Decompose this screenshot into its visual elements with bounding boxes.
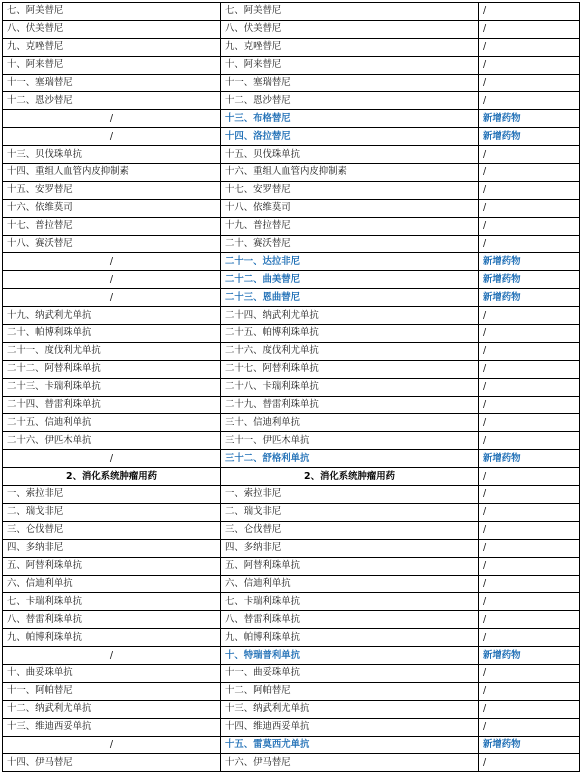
- old-version-cell: 九、克唑替尼: [3, 38, 221, 56]
- remark-cell: /: [479, 164, 580, 182]
- remark-cell: /: [479, 396, 580, 414]
- new-drug-row: [3, 450, 580, 468]
- old-version-cell: 十四、伊马替尼: [3, 754, 221, 772]
- old-version-cell: 十六、依维莫司: [3, 199, 221, 217]
- table-row: [3, 539, 580, 557]
- remark-cell: /: [479, 325, 580, 343]
- table-row: [3, 74, 580, 92]
- remark-cell: /: [479, 575, 580, 593]
- remark-cell: /: [479, 593, 580, 611]
- remark-cell: 新增药物: [479, 128, 580, 146]
- section-header-row: [3, 468, 580, 486]
- new-version-cell: 二十八、卡瑞利珠单抗: [221, 378, 479, 396]
- old-version-cell: 十一、塞瑞替尼: [3, 74, 221, 92]
- table-row: [3, 235, 580, 253]
- old-version-cell: 十八、赛沃替尼: [3, 235, 221, 253]
- remark-cell: /: [479, 56, 580, 74]
- old-version-cell: /: [3, 128, 221, 146]
- new-version-cell: 八、替雷利珠单抗: [221, 611, 479, 629]
- new-version-cell: 三、仑伐替尼: [221, 521, 479, 539]
- remark-cell: /: [479, 360, 580, 378]
- table-row: [3, 199, 580, 217]
- new-version-cell: 九、克唑替尼: [221, 38, 479, 56]
- remark-cell: 新增药物: [479, 647, 580, 665]
- new-version-cell: 十三、纳武利尤单抗: [221, 700, 479, 718]
- old-version-cell: 六、信迪利单抗: [3, 575, 221, 593]
- new-version-cell: 十一、塞瑞替尼: [221, 74, 479, 92]
- remark-cell: /: [479, 468, 580, 486]
- old-version-cell: 二、瑞戈非尼: [3, 503, 221, 521]
- old-version-cell: 十四、重组人血管内皮抑制素: [3, 164, 221, 182]
- remark-cell: /: [479, 503, 580, 521]
- table-row: [3, 486, 580, 504]
- new-version-cell: 四、多纳非尼: [221, 539, 479, 557]
- new-version-cell: 三十二、舒格利单抗: [221, 450, 479, 468]
- old-version-cell: 一、索拉非尼: [3, 486, 221, 504]
- old-version-cell: 十五、安罗替尼: [3, 181, 221, 199]
- remark-cell: /: [479, 718, 580, 736]
- new-version-cell: 二十二、曲美替尼: [221, 271, 479, 289]
- new-version-cell: 十一、曲妥珠单抗: [221, 664, 479, 682]
- table-row: [3, 38, 580, 56]
- old-version-cell: 十二、恩沙替尼: [3, 92, 221, 110]
- table-row: [3, 682, 580, 700]
- remark-cell: /: [479, 754, 580, 772]
- old-version-cell: 二十、帕博利珠单抗: [3, 325, 221, 343]
- old-version-cell: 二十一、度伐利尤单抗: [3, 342, 221, 360]
- old-version-cell: 八、伏美替尼: [3, 20, 221, 38]
- remark-cell: /: [479, 682, 580, 700]
- old-version-cell: 七、卡瑞利珠单抗: [3, 593, 221, 611]
- remark-cell: /: [479, 611, 580, 629]
- remark-cell: /: [479, 235, 580, 253]
- table-row: [3, 217, 580, 235]
- table-row: [3, 432, 580, 450]
- old-version-cell: 八、替雷利珠单抗: [3, 611, 221, 629]
- remark-cell: /: [479, 217, 580, 235]
- remark-cell: /: [479, 521, 580, 539]
- remark-cell: /: [479, 539, 580, 557]
- remark-cell: 新增药物: [479, 289, 580, 307]
- new-version-cell: 二十四、纳武利尤单抗: [221, 307, 479, 325]
- old-version-cell: 二十五、信迪利单抗: [3, 414, 221, 432]
- remark-cell: /: [479, 74, 580, 92]
- old-version-cell: /: [3, 110, 221, 128]
- new-version-cell: 十七、安罗替尼: [221, 181, 479, 199]
- table-row: [3, 611, 580, 629]
- new-version-cell: 十三、布格替尼: [221, 110, 479, 128]
- new-version-cell: 2、消化系统肿瘤用药: [221, 468, 479, 486]
- old-version-cell: 五、阿替利珠单抗: [3, 557, 221, 575]
- new-version-cell: 三十一、伊匹木单抗: [221, 432, 479, 450]
- old-version-cell: 九、帕博利珠单抗: [3, 629, 221, 647]
- new-drug-row: [3, 289, 580, 307]
- new-version-cell: 六、信迪利单抗: [221, 575, 479, 593]
- table-row: [3, 503, 580, 521]
- old-version-cell: 2、消化系统肿瘤用药: [3, 468, 221, 486]
- table-row: [3, 414, 580, 432]
- new-version-cell: 十、阿来替尼: [221, 56, 479, 74]
- table-row: [3, 557, 580, 575]
- remark-cell: 新增药物: [479, 110, 580, 128]
- new-version-cell: 五、阿替利珠单抗: [221, 557, 479, 575]
- remark-cell: /: [479, 307, 580, 325]
- table-row: [3, 164, 580, 182]
- old-version-cell: 十三、维迪西妥单抗: [3, 718, 221, 736]
- new-version-cell: 十二、阿帕替尼: [221, 682, 479, 700]
- new-version-cell: 二十五、帕博利珠单抗: [221, 325, 479, 343]
- new-version-cell: 十六、重组人血管内皮抑制素: [221, 164, 479, 182]
- table-row: [3, 325, 580, 343]
- new-version-cell: 十四、洛拉替尼: [221, 128, 479, 146]
- new-version-cell: 八、伏美替尼: [221, 20, 479, 38]
- old-version-cell: 十一、阿帕替尼: [3, 682, 221, 700]
- remark-cell: 新增药物: [479, 253, 580, 271]
- new-drug-row: [3, 128, 580, 146]
- new-version-cell: 二十一、达拉非尼: [221, 253, 479, 271]
- new-version-cell: 十八、依维莫司: [221, 199, 479, 217]
- remark-cell: /: [479, 38, 580, 56]
- new-version-cell: 十五、贝伐珠单抗: [221, 146, 479, 164]
- remark-cell: 新增药物: [479, 736, 580, 754]
- new-version-cell: 三十、信迪利单抗: [221, 414, 479, 432]
- new-drug-row: [3, 647, 580, 665]
- table-row: [3, 700, 580, 718]
- remark-cell: /: [479, 181, 580, 199]
- drug-comparison-table: [2, 2, 580, 772]
- new-version-cell: 十、特瑞普利单抗: [221, 647, 479, 665]
- table-row: [3, 664, 580, 682]
- table-row: [3, 307, 580, 325]
- new-version-cell: 十五、雷莫西尤单抗: [221, 736, 479, 754]
- remark-cell: /: [479, 557, 580, 575]
- remark-cell: /: [479, 414, 580, 432]
- table-row: [3, 20, 580, 38]
- old-version-cell: /: [3, 271, 221, 289]
- table-row: [3, 181, 580, 199]
- old-version-cell: 二十二、阿替利珠单抗: [3, 360, 221, 378]
- new-drug-row: [3, 736, 580, 754]
- table-row: [3, 342, 580, 360]
- old-version-cell: 十二、纳武利尤单抗: [3, 700, 221, 718]
- remark-cell: 新增药物: [479, 271, 580, 289]
- old-version-cell: 二十四、替雷利珠单抗: [3, 396, 221, 414]
- old-version-cell: 十七、普拉替尼: [3, 217, 221, 235]
- old-version-cell: 三、仑伐替尼: [3, 521, 221, 539]
- remark-cell: /: [479, 378, 580, 396]
- remark-cell: /: [479, 700, 580, 718]
- table-row: [3, 378, 580, 396]
- new-version-cell: 七、卡瑞利珠单抗: [221, 593, 479, 611]
- table-row: [3, 360, 580, 378]
- remark-cell: /: [479, 20, 580, 38]
- remark-cell: /: [479, 664, 580, 682]
- old-version-cell: 二十三、卡瑞利珠单抗: [3, 378, 221, 396]
- old-version-cell: 十三、贝伐珠单抗: [3, 146, 221, 164]
- new-version-cell: 九、帕博利珠单抗: [221, 629, 479, 647]
- remark-cell: /: [479, 199, 580, 217]
- new-version-cell: 十二、恩沙替尼: [221, 92, 479, 110]
- new-drug-row: [3, 110, 580, 128]
- old-version-cell: 七、阿美替尼: [3, 3, 221, 21]
- remark-cell: /: [479, 629, 580, 647]
- new-version-cell: 二、瑞戈非尼: [221, 503, 479, 521]
- table-row: [3, 521, 580, 539]
- old-version-cell: /: [3, 647, 221, 665]
- remark-cell: /: [479, 432, 580, 450]
- new-version-cell: 十四、维迪西妥单抗: [221, 718, 479, 736]
- new-version-cell: 二十、赛沃替尼: [221, 235, 479, 253]
- new-version-cell: 十九、普拉替尼: [221, 217, 479, 235]
- old-version-cell: 四、多纳非尼: [3, 539, 221, 557]
- old-version-cell: /: [3, 253, 221, 271]
- table-row: [3, 754, 580, 772]
- new-version-cell: 二十三、恩曲替尼: [221, 289, 479, 307]
- old-version-cell: /: [3, 450, 221, 468]
- old-version-cell: 二十六、伊匹木单抗: [3, 432, 221, 450]
- remark-cell: /: [479, 342, 580, 360]
- old-version-cell: 十九、纳武利尤单抗: [3, 307, 221, 325]
- new-drug-row: [3, 271, 580, 289]
- old-version-cell: /: [3, 736, 221, 754]
- new-version-cell: 一、索拉非尼: [221, 486, 479, 504]
- old-version-cell: 十、阿来替尼: [3, 56, 221, 74]
- table-row: [3, 575, 580, 593]
- old-version-cell: 十、曲妥珠单抗: [3, 664, 221, 682]
- table-row: [3, 718, 580, 736]
- old-version-cell: /: [3, 289, 221, 307]
- table-row: [3, 56, 580, 74]
- remark-cell: /: [479, 486, 580, 504]
- new-version-cell: 十六、伊马替尼: [221, 754, 479, 772]
- new-version-cell: 七、阿美替尼: [221, 3, 479, 21]
- new-version-cell: 二十九、替雷利珠单抗: [221, 396, 479, 414]
- table-row: [3, 3, 580, 21]
- table-row: [3, 92, 580, 110]
- new-version-cell: 二十六、度伐利尤单抗: [221, 342, 479, 360]
- new-drug-row: [3, 253, 580, 271]
- table-row: [3, 146, 580, 164]
- table-body: [3, 3, 580, 772]
- remark-cell: 新增药物: [479, 450, 580, 468]
- table-row: [3, 396, 580, 414]
- remark-cell: /: [479, 92, 580, 110]
- table-row: [3, 593, 580, 611]
- new-version-cell: 二十七、阿替利珠单抗: [221, 360, 479, 378]
- remark-cell: /: [479, 3, 580, 21]
- remark-cell: /: [479, 146, 580, 164]
- table-row: [3, 629, 580, 647]
